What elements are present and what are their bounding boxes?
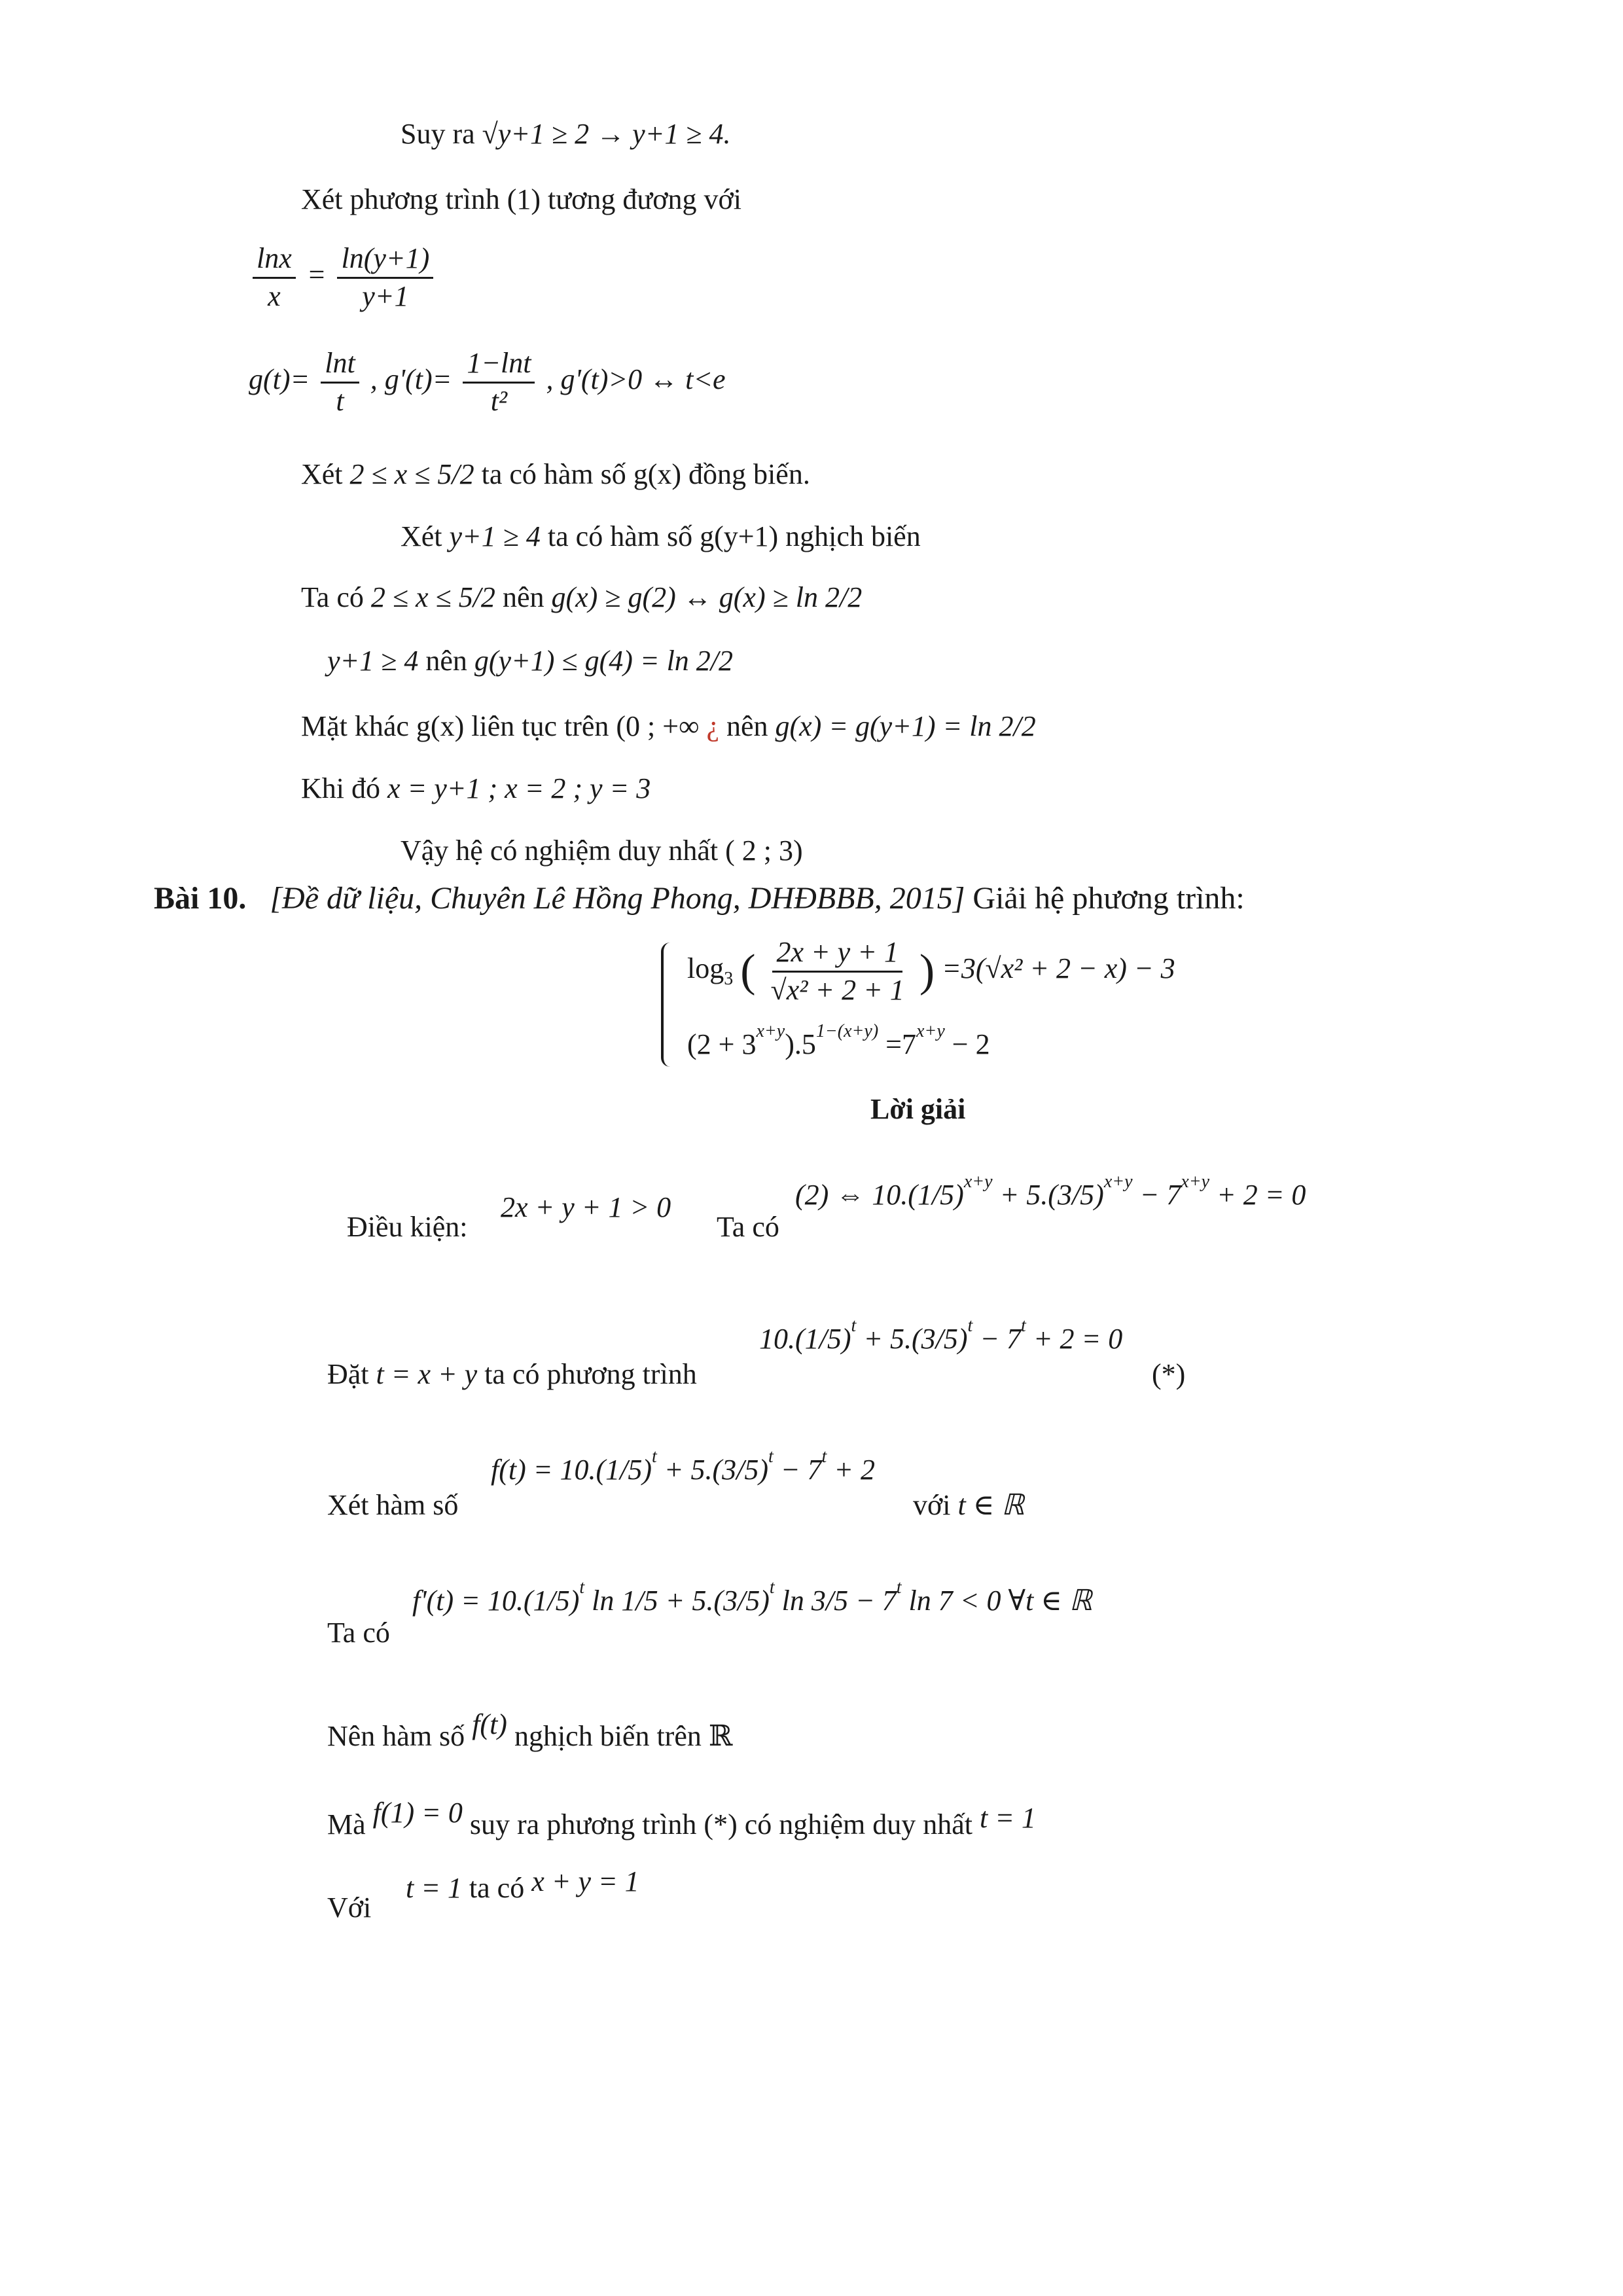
t-equals-one: t = 1: [979, 1802, 1036, 1834]
xet-ham-so-label: Xét hàm số: [327, 1489, 459, 1521]
log-word: log: [687, 952, 724, 985]
eq2-right: =7: [885, 1028, 916, 1060]
star-mid: + 5.(3/5): [863, 1323, 968, 1355]
ta-co-text: Ta có: [717, 1211, 779, 1243]
line-gy-inequality: [327, 645, 733, 678]
problem-instruction: Giải hệ phương trình:: [972, 881, 1245, 916]
line-g-definition: [249, 347, 726, 418]
exp: x+y: [1181, 1172, 1210, 1192]
voi-label: với: [913, 1489, 951, 1521]
nen-text: nên: [502, 581, 544, 613]
f-tail: − 7: [780, 1454, 822, 1486]
line-khi-do: [301, 772, 651, 806]
exp: t: [896, 1577, 902, 1598]
eq2-mid-exp: 1−(x+y): [815, 1021, 879, 1041]
g-equality: g(x) = g(y+1) = ln 2/2: [775, 710, 1036, 742]
fraction-derivative: $\frac{1-\ln t}{\text{t²}}$: [463, 347, 535, 418]
star-label: (*): [1152, 1358, 1186, 1390]
exp: t: [769, 1577, 775, 1598]
line-ta-co-gx: [301, 581, 862, 615]
exp: x+y: [1103, 1172, 1133, 1192]
line-conclusion: [401, 834, 803, 868]
line-nen-ham-so: [327, 1708, 732, 1753]
problem-source: [Đề dữ liệu, Chuyên Lê Hồng Phong, DHĐBBB, 2015]: [270, 881, 965, 916]
f-derivative: [412, 1577, 1092, 1618]
fprime-ln2: ln 3/5 − 7: [781, 1585, 897, 1617]
f-at-one: f(1) = 0: [372, 1797, 463, 1829]
exp: t: [768, 1446, 774, 1467]
line-condition: [347, 1211, 468, 1244]
star-start: 10.(1/5): [759, 1323, 851, 1355]
system-equation-2: [687, 1021, 990, 1062]
khi-do-text: Khi đó: [301, 772, 380, 804]
real-set: ℝ: [708, 1720, 733, 1752]
condition-label: Điều kiện:: [347, 1211, 468, 1243]
eq1-right-side: =3(√x² + 2 − x) − 3: [942, 952, 1175, 985]
exp: t: [967, 1316, 973, 1336]
line-voi: [327, 1892, 371, 1925]
domain-math: t ∈ ℝ: [957, 1489, 1025, 1521]
eq2-left: (2 + 3: [687, 1028, 757, 1060]
line-dat: [327, 1358, 697, 1391]
gy-inequality: g(y+1) ≤ g(4) = ln 2/2: [474, 645, 734, 677]
fraction-lnt-over-t: $\frac{\ln t}{t}$: [321, 347, 359, 418]
nen-text: nên: [726, 710, 768, 742]
ta-co-text: Ta có: [327, 1617, 390, 1649]
exp: t: [851, 1316, 857, 1336]
equiv-start: (2) ⇔ 10.(1/5): [795, 1179, 964, 1211]
condition-math: [501, 1191, 671, 1225]
x-plus-y-one: x + y = 1: [531, 1865, 639, 1897]
xet-word: Xét: [401, 520, 442, 552]
gx-inequality: g(x) ≥ g(2) ↔ g(x) ≥ ln 2/2: [551, 581, 863, 613]
voi-label: Với: [327, 1892, 372, 1924]
line-frac-equation: [249, 242, 437, 313]
line-voi-domain: [913, 1489, 1024, 1522]
nen-ham-so-text: Nên hàm số: [327, 1720, 465, 1752]
exp: t: [579, 1577, 585, 1598]
problem-header: [154, 880, 1245, 916]
line-ma: [327, 1797, 1036, 1842]
xet-pt1-text: Xét phương trình (1) tương đương với: [301, 183, 741, 215]
problem-label: Bài 10.: [154, 881, 247, 916]
line-ta-co-1: [717, 1211, 779, 1244]
equiv-end: + 2 = 0: [1217, 1179, 1306, 1211]
ma-label: Mà: [327, 1808, 366, 1840]
mat-khac-text: Mặt khác g(x) liên tục trên (0 ; +∞: [301, 710, 700, 742]
star-mark: [1152, 1358, 1185, 1391]
condition-inequality: 2x + y + 1 > 0: [501, 1191, 671, 1223]
f-start: f(t) = 10.(1/5): [491, 1454, 652, 1486]
eq2-tail: − 2: [952, 1028, 990, 1060]
substitution: t = x + y: [376, 1358, 478, 1390]
x-range: 2 ≤ x ≤ 5/2: [370, 581, 495, 613]
nghich-bien-text: nghịch biến trên: [514, 1720, 702, 1752]
g-prime-condition: , g'(t)>0 ↔ t<e: [546, 363, 726, 396]
dat-text: ta có phương trình: [484, 1358, 697, 1390]
exp: t: [651, 1446, 657, 1467]
star-tail: − 7: [980, 1323, 1022, 1355]
ma-text: suy ra phương trình (*) có nghiệm duy nhất: [469, 1808, 972, 1840]
ta-co-text: Ta có: [301, 581, 364, 613]
line-mat-khac: [301, 710, 1036, 744]
fprime-end: ln 7 < 0 ∀t ∈ ℝ: [908, 1585, 1092, 1617]
fprime-start: f'(t) = 10.(1/5): [412, 1585, 580, 1617]
fraction-ln-y1-over-y1: $\frac{\ln(y+1)}{y+1}$: [337, 242, 433, 313]
line-ta-co-2: [327, 1617, 390, 1650]
solution-heading: [870, 1093, 965, 1126]
dong-bien-text: ta có hàm số g(x) đồng biến.: [481, 458, 810, 490]
log-fraction: $\frac{2x + y + 1}{\text{√x² + 2 + 1}}$: [770, 936, 904, 1006]
solution-values: x = y+1 ; x = 2 ; y = 3: [387, 772, 651, 804]
xet-word: Xét: [301, 458, 343, 490]
fprime-ln1: ln 1/5 + 5.(3/5): [592, 1585, 770, 1617]
eq2-left-exp: x+y: [756, 1021, 785, 1041]
eq2-equivalence: [795, 1172, 1306, 1212]
system-equation-1: $\log_3$ ( $\frac{2x + y + 1}{\text{√x² + 2 + 1}}$ ) =3(√x² + 2 − x) − 3: [687, 936, 1175, 1006]
broken-glyph: ¿: [706, 710, 719, 742]
suy-ra-text: Suy ra: [401, 118, 475, 150]
equiv-tail: − 7: [1139, 1179, 1181, 1211]
eq2-mid: ).5: [785, 1028, 816, 1060]
nen-text: nên: [425, 645, 467, 677]
exp: t: [821, 1446, 827, 1467]
line-xet-y-range: [401, 520, 921, 554]
g-prime-start: , g'(t)=: [370, 363, 452, 396]
line-xet-x-range: [301, 458, 810, 492]
star-end: + 2 = 0: [1033, 1323, 1123, 1355]
line-suy-ra: [401, 118, 731, 151]
fraction-lnx-over-x: $\frac{\ln x}{x}$: [253, 242, 296, 313]
t-equals-one: t = 1: [406, 1872, 462, 1904]
ta-co-text: ta có: [469, 1872, 525, 1904]
conclusion-text: Vậy hệ có nghiệm duy nhất ( 2 ; 3): [401, 834, 803, 867]
star-equation: [759, 1316, 1122, 1356]
exp: t: [1021, 1316, 1026, 1336]
f-mid: + 5.(3/5): [664, 1454, 768, 1486]
dat-label: Đặt: [327, 1358, 369, 1390]
x-range: 2 ≤ x ≤ 5/2: [349, 458, 474, 490]
y-range: y+1 ≥ 4: [327, 645, 419, 677]
line-xet-pt1: [301, 183, 741, 217]
equiv-mid: + 5.(3/5): [999, 1179, 1104, 1211]
g-def-start: g(t)=: [249, 363, 310, 396]
log-base: 3: [724, 969, 734, 990]
f-definition: [491, 1446, 875, 1487]
equals-sign: =: [306, 259, 327, 291]
f-end: + 2: [834, 1454, 875, 1486]
line-voi-math: [406, 1865, 639, 1905]
system-brace: [661, 942, 682, 1067]
sqrt-inequality: √y+1 ≥ 2 → y+1 ≥ 4.: [482, 118, 731, 150]
line-xet-ham-so: [327, 1489, 458, 1522]
eq2-right-exp: x+y: [916, 1021, 945, 1041]
f-of-t: f(t): [472, 1708, 507, 1740]
solution-heading-text: Lời giải: [870, 1093, 966, 1125]
nghich-bien-text: ta có hàm số g(y+1) nghịch biến: [547, 520, 921, 552]
exp: x+y: [963, 1172, 993, 1192]
y-range: y+1 ≥ 4: [449, 520, 541, 552]
